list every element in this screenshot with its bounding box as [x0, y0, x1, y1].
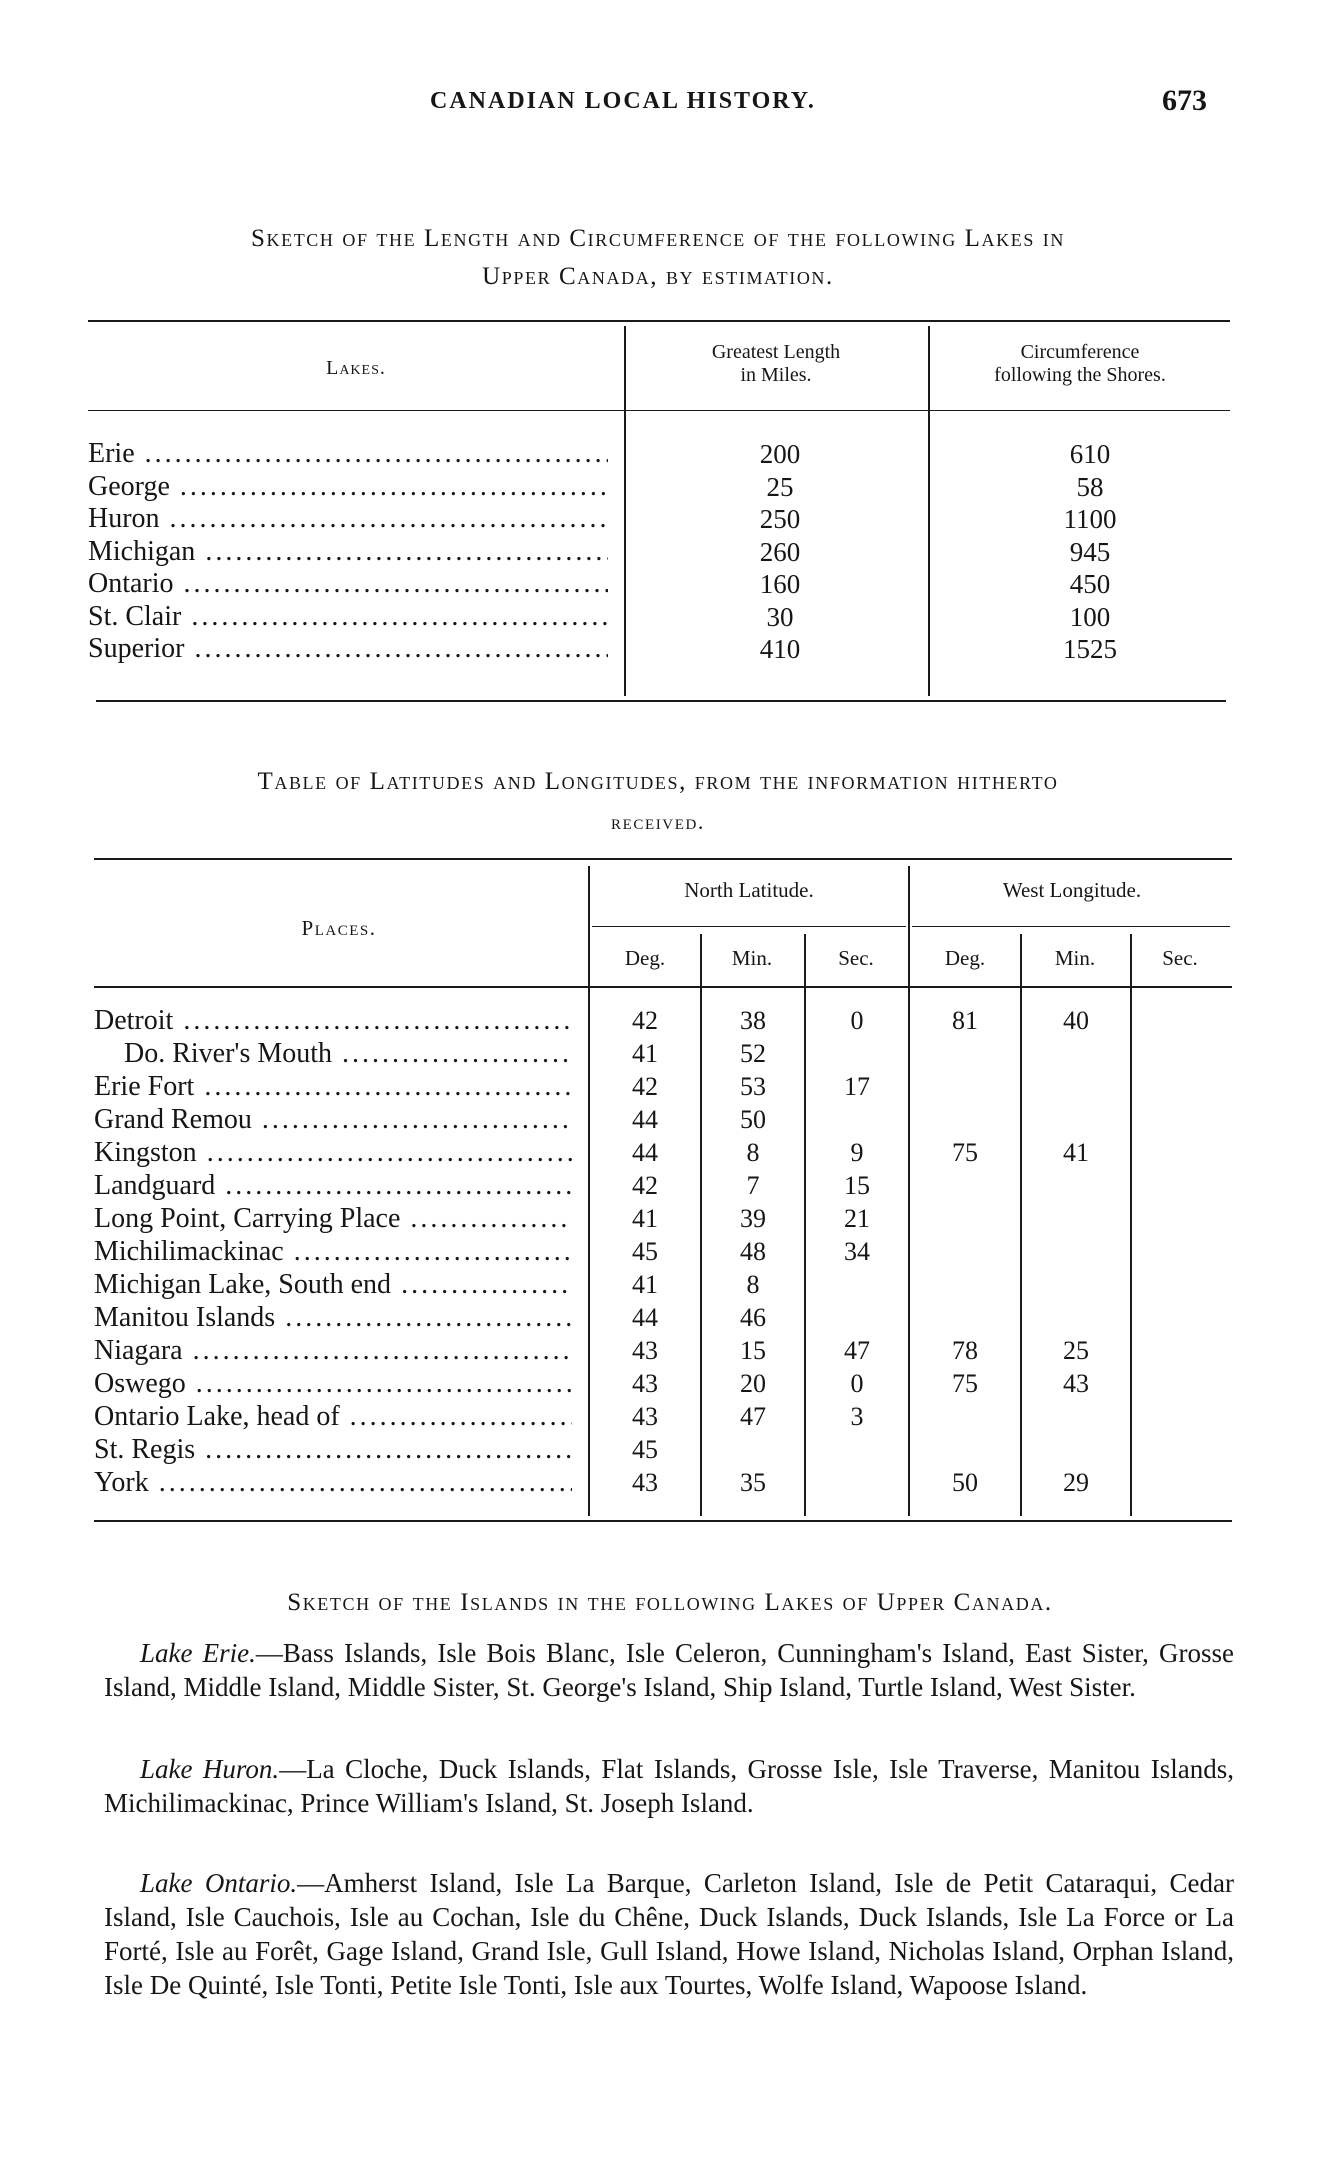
place-lon-min: 25	[1063, 1336, 1089, 1365]
lake-name-st-clair: St. Clair .....	[88, 601, 608, 634]
place-name: Long Point, Carrying Place .....	[94, 1202, 572, 1235]
lakes-header-lakes: Lakes.	[326, 357, 386, 379]
place-name: Oswego .....	[94, 1367, 572, 1400]
running-head	[0, 84, 1321, 128]
place-lat-deg: 41	[632, 1039, 658, 1068]
places-divider-lonmin-lonsec	[1130, 934, 1132, 1516]
lake-length-superior: 410	[759, 634, 801, 664]
longitude-header-sec: Sec.	[1162, 946, 1198, 970]
place-lat-min: 53	[740, 1072, 766, 1101]
place-lat-sec: 34	[844, 1237, 870, 1266]
islands-paragraph-lake-erie	[104, 1636, 1234, 1704]
latitude-header-sec: Sec.	[838, 946, 874, 970]
place-lat-min: 46	[740, 1303, 766, 1332]
place-name: Landguard .....	[94, 1169, 572, 1202]
longitude-header-min: Min.	[1054, 946, 1096, 970]
place-lat-min: 39	[740, 1204, 766, 1233]
place-lat-deg: 45	[632, 1435, 658, 1464]
latitude-header-deg: Deg.	[624, 946, 666, 970]
place-lat-min: 15	[740, 1336, 766, 1365]
place-name: Ontario Lake, head of .....	[94, 1400, 572, 1433]
lakes-caption-line-2: Upper Canada, by estimation.	[482, 263, 834, 290]
place-lat-sec: 15	[844, 1171, 870, 1200]
lakes-header-length-line-1: Greatest Length	[711, 341, 841, 363]
lake-circumference-erie: 610	[1069, 439, 1111, 469]
place-lat-min: 38	[740, 1006, 766, 1035]
place-lat-deg: 44	[632, 1105, 658, 1134]
place-lat-min: 35	[740, 1468, 766, 1497]
place-lat-sec: 0	[850, 1369, 864, 1398]
lake-huron-label: Lake Huron.	[140, 1754, 280, 1784]
lake-length-erie: 200	[759, 439, 801, 469]
lake-huron-islands: —La Cloche, Duck Islands, Flat Islands, Grosse Isle, Isle Traverse, Manitou Islands, Michilimackinac, Prince William's Island, St. Joseph Island.	[104, 1754, 1234, 1818]
lake-name-george: George .....	[88, 471, 608, 504]
place-lat-sec: 47	[844, 1336, 870, 1365]
place-lon-deg: 75	[952, 1138, 978, 1167]
places-header-north-latitude: North Latitude.	[684, 878, 814, 902]
place-lat-min: 50	[740, 1105, 766, 1134]
lake-length-michigan: 260	[759, 536, 801, 567]
places-table-top-rule	[94, 858, 1232, 860]
place-lat-min: 7	[746, 1171, 760, 1200]
lakes-table-top-rule	[88, 320, 1230, 322]
lake-circumference-huron: 1100	[1063, 504, 1117, 534]
lake-name-michigan: Michigan .....	[88, 536, 608, 569]
place-lat-sec: 3	[850, 1402, 864, 1431]
place-lat-deg: 42	[632, 1006, 658, 1035]
places-header-west-longitude: West Longitude.	[1002, 878, 1142, 902]
place-name: Kingston .....	[94, 1136, 572, 1169]
islands-paragraph-lake-ontario	[104, 1866, 1234, 2002]
lake-circumference-george: 58	[1076, 471, 1104, 502]
lakes-header-length-line-2: in Miles.	[740, 364, 812, 386]
latitude-header-min: Min.	[731, 946, 773, 970]
running-title: CANADIAN LOCAL HISTORY.	[430, 88, 816, 114]
places-caption-line-2: received.	[610, 809, 706, 834]
place-lat-min: 48	[740, 1237, 766, 1266]
lake-name-erie: Erie .....	[88, 438, 608, 471]
place-lat-deg: 41	[632, 1270, 658, 1299]
page-number: 673	[1162, 84, 1207, 117]
lake-length-huron: 250	[759, 504, 801, 534]
place-lat-sec: 0	[850, 1006, 864, 1035]
place-lat-deg: 45	[632, 1237, 658, 1266]
lake-circumference-superior: 1525	[1063, 634, 1117, 664]
place-name: Erie Fort .....	[94, 1070, 572, 1103]
lake-ontario-islands: —Amherst Island, Isle La Barque, Carleton Island, Isle de Petit Cataraqui, Cedar Island, Isle Cauchois, Isle au Cochan, Isle du Chêne, Duck Islands, Duck Islands, Isle La Force or La Forté, Isle au Forêt, Gage Island, Grand Isle, Gull Island, Howe Island, Nicholas Island, Orphan Island, Isle De Quinté, Isle Tonti, Petite Isle Tonti, Isle aux Tourtes, Wolfe Island, Wapoose Island.	[104, 1868, 1234, 2000]
place-lat-deg: 42	[632, 1072, 658, 1101]
places-header-rule	[94, 986, 1232, 988]
lake-name-superior: Superior .....	[88, 633, 608, 666]
place-lon-deg: 78	[952, 1336, 978, 1365]
place-name: Niagara .....	[94, 1334, 572, 1367]
lake-circumference-ontario: 450	[1069, 569, 1111, 599]
place-lat-min: 8	[746, 1138, 760, 1167]
lake-circumference-michigan: 945	[1069, 536, 1111, 567]
lake-erie-islands: —Bass Islands, Isle Bois Blanc, Isle Celeron, Cunningham's Island, East Sister, Grosse Island, Middle Island, Middle Sister, St. George's Island, Ship Island, Turtle Island, West Sister.	[104, 1638, 1234, 1702]
places-table-bottom-rule	[94, 1520, 1232, 1522]
place-name: Detroit .....	[94, 1004, 572, 1037]
place-name: York .....	[94, 1466, 572, 1499]
places-caption-line-1: Table of Latitudes and Longitudes, from the information hitherto	[257, 768, 1059, 795]
place-lat-min: 8	[746, 1270, 760, 1299]
islands-caption: Sketch of the Islands in the following Lakes of Upper Canada.	[287, 1589, 1053, 1616]
place-name: Manitou Islands .....	[94, 1301, 572, 1334]
place-lat-deg: 43	[632, 1369, 658, 1398]
place-lat-deg: 43	[632, 1402, 658, 1431]
lake-length-george: 25	[766, 471, 794, 502]
latitude-subheader-rule	[592, 926, 906, 927]
place-lon-min: 40	[1063, 1006, 1089, 1035]
longitude-subheader-rule	[912, 926, 1230, 927]
place-lat-min: 52	[740, 1039, 766, 1068]
place-lat-sec: 17	[844, 1072, 870, 1101]
place-lat-deg: 42	[632, 1171, 658, 1200]
longitude-header-deg: Deg.	[944, 946, 986, 970]
lakes-header-circumference-line-2: following the Shores.	[994, 364, 1166, 386]
place-lat-deg: 41	[632, 1204, 658, 1233]
place-lat-deg: 43	[632, 1468, 658, 1497]
place-lon-deg: 81	[952, 1006, 978, 1035]
place-name: Michigan Lake, South end .....	[94, 1268, 572, 1301]
place-lat-sec: 21	[844, 1204, 870, 1233]
lakes-header-rule	[88, 410, 1230, 411]
place-lat-sec: 9	[850, 1138, 864, 1167]
place-lat-min: 20	[740, 1369, 766, 1398]
place-name: Do. River's Mouth .....	[124, 1037, 572, 1070]
place-lat-deg: 44	[632, 1138, 658, 1167]
place-lat-min: 47	[740, 1402, 766, 1431]
lake-length-ontario: 160	[759, 569, 801, 599]
place-lat-deg: 43	[632, 1336, 658, 1365]
lake-circumference-st-clair: 100	[1069, 601, 1111, 632]
place-lon-min: 43	[1063, 1369, 1089, 1398]
place-lon-min: 41	[1063, 1138, 1089, 1167]
lake-name-huron: Huron .....	[88, 503, 608, 536]
islands-paragraph-lake-huron	[104, 1752, 1234, 1820]
lakes-caption-line-1: Sketch of the Length and Circumference of the following Lakes in	[251, 225, 1065, 252]
lake-name-ontario: Ontario .....	[88, 568, 608, 601]
place-name: St. Regis .....	[94, 1433, 572, 1466]
lake-ontario-label: Lake Ontario.	[140, 1868, 298, 1898]
place-name: Grand Remou .....	[94, 1103, 572, 1136]
places-header-places: Places.	[301, 916, 377, 940]
lakes-header-circumference-line-1: Circumference	[1020, 341, 1140, 363]
place-lat-deg: 44	[632, 1303, 658, 1332]
lake-erie-label: Lake Erie.	[140, 1638, 256, 1668]
place-lon-deg: 75	[952, 1369, 978, 1398]
lakes-table-bottom-rule	[96, 700, 1226, 702]
place-lon-min: 29	[1063, 1468, 1089, 1497]
places-divider-lat-lon	[908, 866, 910, 1516]
place-name: Michilimackinac .....	[94, 1235, 572, 1268]
lake-length-st-clair: 30	[766, 601, 794, 632]
place-lon-deg: 50	[952, 1468, 978, 1497]
